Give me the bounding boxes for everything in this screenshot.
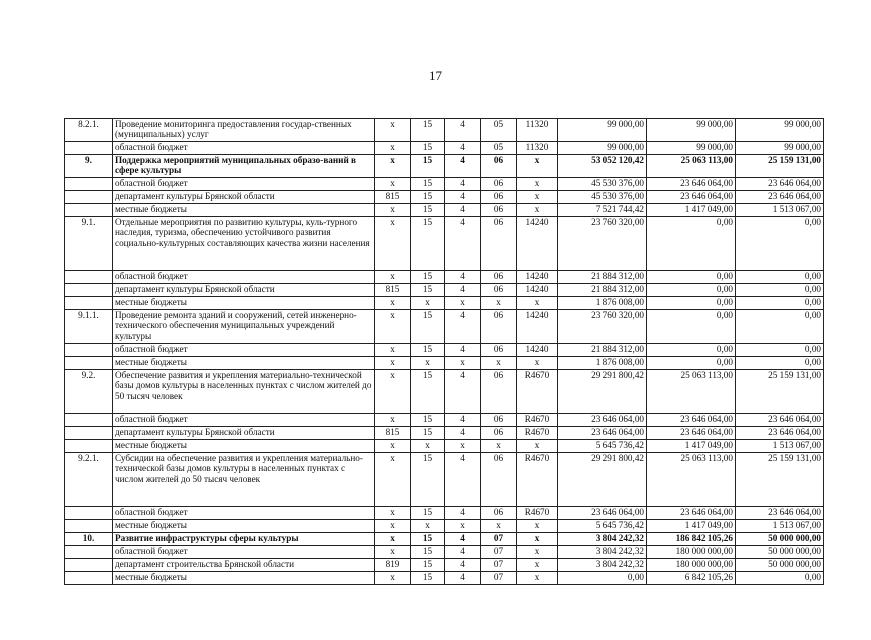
item-number: 8.2.1. [65,119,113,142]
code-subsection: x [445,440,481,453]
item-name: местные бюджеты [113,297,375,310]
code-target: x [517,357,558,370]
amount-year-2: 99 000,00 [647,142,736,155]
amount-year-3: 0,00 [736,284,824,297]
item-number [65,440,113,453]
code-section: 15 [411,533,445,546]
item-number [65,271,113,284]
amount-year-2: 23 646 064,00 [647,507,736,520]
code-admin: x [375,370,411,414]
code-program: 06 [481,507,517,520]
amount-year-1: 23 760 320,00 [558,310,647,344]
item-name: местные бюджеты [113,357,375,370]
item-name: областной бюджет [113,142,375,155]
code-admin: x [375,297,411,310]
item-name: местные бюджеты [113,520,375,533]
amount-year-1: 23 760 320,00 [558,217,647,271]
code-subsection: 4 [445,533,481,546]
code-subsection: 4 [445,119,481,142]
amount-year-2: 23 646 064,00 [647,191,736,204]
item-number [65,414,113,427]
amount-year-2: 180 000 000,00 [647,546,736,559]
code-admin: x [375,533,411,546]
amount-year-3: 23 646 064,00 [736,191,824,204]
code-target: 11320 [517,119,558,142]
code-subsection: 4 [445,559,481,572]
code-program: 06 [481,344,517,357]
item-number: 9.1.1. [65,310,113,344]
amount-year-1: 21 884 312,00 [558,344,647,357]
table-row [65,414,824,427]
item-name: департамент культуры Брянской области [113,191,375,204]
code-target: R4670 [517,414,558,427]
amount-year-3: 99 000,00 [736,119,824,142]
item-number [65,297,113,310]
code-program: x [481,357,517,370]
code-target: x [517,572,558,585]
code-admin: 815 [375,427,411,440]
table-row [65,440,824,453]
item-name: областной бюджет [113,271,375,284]
item-number [65,191,113,204]
item-name: областной бюджет [113,344,375,357]
code-admin: x [375,357,411,370]
table-row [65,357,824,370]
code-admin: x [375,507,411,520]
code-program: 06 [481,427,517,440]
item-name: департамент культуры Брянской области [113,427,375,440]
amount-year-1: 23 646 064,00 [558,427,647,440]
item-number [65,559,113,572]
code-program: 06 [481,370,517,414]
code-section: 15 [411,178,445,191]
amount-year-1: 21 884 312,00 [558,284,647,297]
code-subsection: 4 [445,344,481,357]
code-section: x [411,520,445,533]
amount-year-2: 0,00 [647,310,736,344]
amount-year-1: 1 876 008,00 [558,357,647,370]
item-number [65,520,113,533]
code-section: 15 [411,142,445,155]
item-name: местные бюджеты [113,204,375,217]
code-program: 06 [481,310,517,344]
code-section: 15 [411,155,445,178]
code-admin: x [375,271,411,284]
item-name: Проведение мониторинга предоставления государ-ственных (муниципальных) услуг [113,119,375,142]
table-row [65,142,824,155]
code-admin: x [375,344,411,357]
amount-year-1: 99 000,00 [558,142,647,155]
amount-year-2: 25 063 113,00 [647,370,736,414]
code-section: 15 [411,204,445,217]
table-row [65,217,824,271]
code-program: 06 [481,414,517,427]
amount-year-3: 23 646 064,00 [736,427,824,440]
amount-year-3: 1 513 067,00 [736,440,824,453]
amount-year-3: 25 159 131,00 [736,155,824,178]
amount-year-2: 25 063 113,00 [647,155,736,178]
page-number: 17 [429,68,442,83]
code-program: 06 [481,191,517,204]
code-subsection: 4 [445,155,481,178]
code-program: 06 [481,217,517,271]
code-section: 15 [411,191,445,204]
amount-year-2: 0,00 [647,284,736,297]
item-number: 9.1. [65,217,113,271]
code-admin: x [375,142,411,155]
item-name: областной бюджет [113,546,375,559]
code-target: x [517,178,558,191]
code-admin: 815 [375,284,411,297]
amount-year-2: 23 646 064,00 [647,178,736,191]
table-row [65,191,824,204]
table-row [65,297,824,310]
code-subsection: 4 [445,453,481,507]
item-number [65,204,113,217]
amount-year-1: 29 291 800,42 [558,453,647,507]
item-name: Проведение ремонта зданий и сооружений, сетей инженерно-технического обеспечения муниципальных учреждений культуры [113,310,375,344]
amount-year-1: 3 804 242,32 [558,546,647,559]
code-program: x [481,297,517,310]
code-subsection: 4 [445,271,481,284]
amount-year-3: 1 513 067,00 [736,204,824,217]
item-name: областной бюджет [113,414,375,427]
amount-year-1: 53 052 120,42 [558,155,647,178]
amount-year-2: 25 063 113,00 [647,453,736,507]
amount-year-3: 99 000,00 [736,142,824,155]
amount-year-3: 0,00 [736,310,824,344]
code-program: 06 [481,271,517,284]
code-subsection: 4 [445,217,481,271]
code-program: 07 [481,533,517,546]
code-section: 15 [411,546,445,559]
code-target: R4670 [517,427,558,440]
code-section: 15 [411,310,445,344]
code-target: x [517,204,558,217]
code-target: x [517,297,558,310]
amount-year-2: 23 646 064,00 [647,414,736,427]
code-admin: x [375,204,411,217]
item-number [65,507,113,520]
amount-year-1: 21 884 312,00 [558,271,647,284]
table-row [65,119,824,142]
item-number [65,357,113,370]
item-number [65,427,113,440]
amount-year-2: 1 417 049,00 [647,204,736,217]
amount-year-2: 0,00 [647,357,736,370]
code-subsection: 4 [445,191,481,204]
code-target: x [517,533,558,546]
code-section: 15 [411,427,445,440]
code-program: 06 [481,204,517,217]
code-subsection: 4 [445,546,481,559]
amount-year-1: 5 645 736,42 [558,440,647,453]
code-subsection: 4 [445,507,481,520]
item-name: Отдельные мероприятия по развитию культуры, куль-турного наследия, туризма, обеспечению устойчивого развития социально-культурных составляющих качества жизни населения [113,217,375,271]
item-name: Поддержка мероприятий муниципальных образо-ваний в сфере культуры [113,155,375,178]
code-target: 14240 [517,217,558,271]
code-program: 06 [481,453,517,507]
amount-year-2: 23 646 064,00 [647,427,736,440]
amount-year-3: 23 646 064,00 [736,507,824,520]
table-row [65,310,824,344]
code-subsection: x [445,297,481,310]
code-admin: x [375,572,411,585]
item-number [65,572,113,585]
code-section: x [411,440,445,453]
amount-year-3: 1 513 067,00 [736,520,824,533]
amount-year-2: 0,00 [647,217,736,271]
code-subsection: 4 [445,310,481,344]
code-target: 14240 [517,271,558,284]
table-row [65,453,824,507]
code-target: 14240 [517,284,558,297]
code-program: 07 [481,572,517,585]
code-program: 05 [481,142,517,155]
budget-table [64,118,824,585]
table-row [65,204,824,217]
code-program: 06 [481,178,517,191]
code-subsection: 4 [445,204,481,217]
item-number [65,546,113,559]
table-row [65,520,824,533]
amount-year-1: 45 530 376,00 [558,178,647,191]
code-admin: x [375,414,411,427]
code-subsection: x [445,357,481,370]
amount-year-3: 0,00 [736,217,824,271]
table-row [65,507,824,520]
code-target: 14240 [517,310,558,344]
item-name: местные бюджеты [113,572,375,585]
table-row [65,559,824,572]
table-row [65,155,824,178]
amount-year-3: 0,00 [736,572,824,585]
code-target: R4670 [517,453,558,507]
amount-year-1: 7 521 744,42 [558,204,647,217]
item-name: Обеспечение развития и укрепления материально-технической базы домов культуры в населенных пунктах с числом жителей до 50 тысяч человек [113,370,375,414]
code-program: x [481,440,517,453]
amount-year-1: 29 291 800,42 [558,370,647,414]
code-section: 15 [411,344,445,357]
table-row [65,427,824,440]
item-number: 9. [65,155,113,178]
table-body [65,119,824,585]
code-target: x [517,191,558,204]
code-program: 07 [481,559,517,572]
table-row [65,178,824,191]
code-subsection: 4 [445,370,481,414]
item-number [65,284,113,297]
code-target: R4670 [517,507,558,520]
amount-year-2: 6 842 105,26 [647,572,736,585]
code-program: 06 [481,284,517,297]
code-admin: x [375,155,411,178]
code-admin: x [375,520,411,533]
amount-year-2: 180 000 000,00 [647,559,736,572]
code-subsection: 4 [445,178,481,191]
code-section: 15 [411,559,445,572]
amount-year-3: 0,00 [736,271,824,284]
amount-year-3: 0,00 [736,357,824,370]
code-target: 14240 [517,344,558,357]
table-row [65,572,824,585]
code-target: R4670 [517,370,558,414]
code-target: 11320 [517,142,558,155]
item-name: департамент строительства Брянской области [113,559,375,572]
code-subsection: x [445,520,481,533]
amount-year-3: 50 000 000,00 [736,546,824,559]
code-target: x [517,559,558,572]
amount-year-3: 25 159 131,00 [736,370,824,414]
amount-year-3: 50 000 000,00 [736,559,824,572]
table-row [65,284,824,297]
code-section: 15 [411,284,445,297]
table-row [65,533,824,546]
code-section: 15 [411,453,445,507]
code-section: 15 [411,217,445,271]
amount-year-2: 1 417 049,00 [647,440,736,453]
code-program: 05 [481,119,517,142]
amount-year-2: 99 000,00 [647,119,736,142]
item-name: Развитие инфраструктуры сферы культуры [113,533,375,546]
code-section: 15 [411,507,445,520]
amount-year-2: 0,00 [647,297,736,310]
code-admin: x [375,217,411,271]
code-section: 15 [411,119,445,142]
table-row [65,546,824,559]
item-number: 9.2. [65,370,113,414]
item-name: местные бюджеты [113,440,375,453]
code-section: x [411,357,445,370]
code-admin: 815 [375,191,411,204]
code-subsection: 4 [445,572,481,585]
code-admin: x [375,310,411,344]
amount-year-1: 1 876 008,00 [558,297,647,310]
amount-year-1: 5 645 736,42 [558,520,647,533]
code-subsection: 4 [445,284,481,297]
code-admin: x [375,453,411,507]
code-admin: x [375,178,411,191]
code-program: 07 [481,546,517,559]
amount-year-1: 0,00 [558,572,647,585]
item-number [65,178,113,191]
amount-year-2: 0,00 [647,344,736,357]
amount-year-2: 0,00 [647,271,736,284]
code-admin: x [375,546,411,559]
code-target: x [517,155,558,178]
code-section: x [411,297,445,310]
code-target: x [517,546,558,559]
code-program: 06 [481,155,517,178]
item-name: областной бюджет [113,178,375,191]
amount-year-3: 50 000 000,00 [736,533,824,546]
item-number: 10. [65,533,113,546]
code-subsection: 4 [445,142,481,155]
item-number [65,142,113,155]
item-name: департамент культуры Брянской области [113,284,375,297]
item-number: 9.2.1. [65,453,113,507]
code-section: 15 [411,271,445,284]
amount-year-1: 23 646 064,00 [558,507,647,520]
code-admin: x [375,440,411,453]
code-program: x [481,520,517,533]
amount-year-1: 3 804 242,32 [558,533,647,546]
code-subsection: 4 [445,427,481,440]
code-section: 15 [411,572,445,585]
amount-year-1: 3 804 242,32 [558,559,647,572]
code-section: 15 [411,370,445,414]
amount-year-1: 99 000,00 [558,119,647,142]
code-section: 15 [411,414,445,427]
item-name: областной бюджет [113,507,375,520]
table-row [65,271,824,284]
amount-year-3: 0,00 [736,344,824,357]
code-target: x [517,440,558,453]
code-admin: 819 [375,559,411,572]
code-target: x [517,520,558,533]
amount-year-3: 23 646 064,00 [736,414,824,427]
amount-year-1: 45 530 376,00 [558,191,647,204]
table-row [65,370,824,414]
amount-year-1: 23 646 064,00 [558,414,647,427]
item-name: Субсидии на обеспечение развития и укрепления материально-технической базы домов культуры в населенных пунктах с числом жителей до 50 тысяч человек [113,453,375,507]
amount-year-2: 186 842 105,26 [647,533,736,546]
amount-year-3: 0,00 [736,297,824,310]
amount-year-3: 23 646 064,00 [736,178,824,191]
table-row [65,344,824,357]
code-subsection: 4 [445,414,481,427]
amount-year-3: 25 159 131,00 [736,453,824,507]
item-number [65,344,113,357]
code-admin: x [375,119,411,142]
amount-year-2: 1 417 049,00 [647,520,736,533]
